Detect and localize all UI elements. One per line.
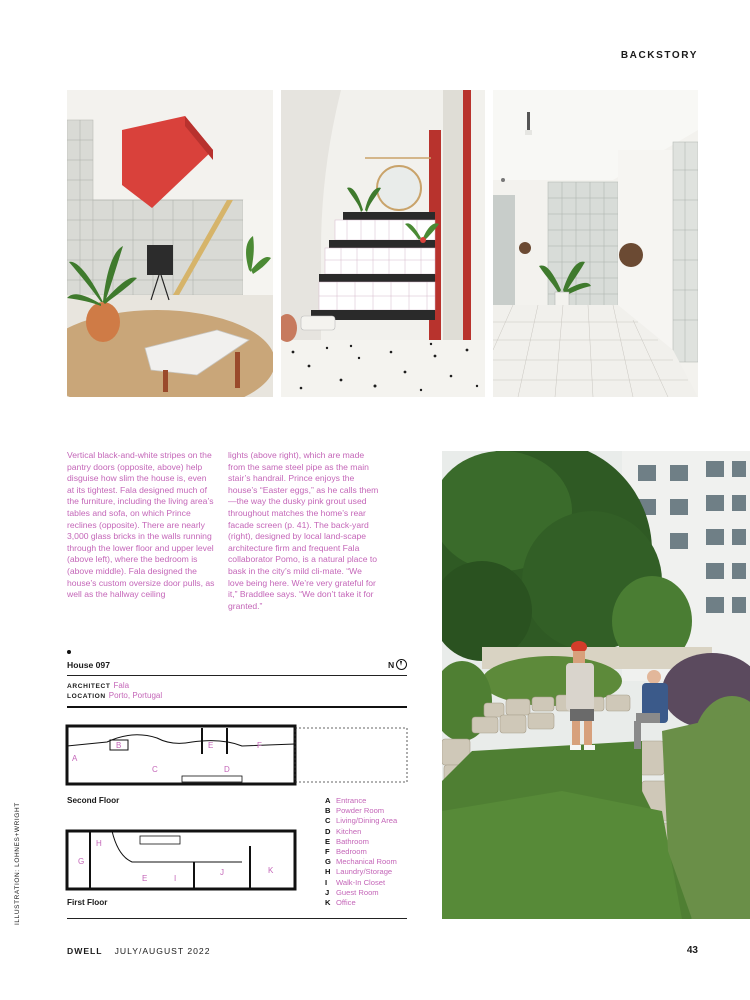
page-number: 43 (686, 945, 698, 956)
photo-living-room (67, 90, 273, 397)
north-arrow-icon (396, 659, 407, 670)
legend-item: B Powder Room (325, 806, 385, 816)
plan-label-g: G (78, 857, 85, 866)
section-label: BACKSTORY (620, 50, 698, 61)
north-indicator (388, 659, 407, 670)
footer-issue-date: JULY/AUGUST 2022 (114, 946, 211, 956)
project-title: House 097 (67, 660, 110, 670)
second-floor-plan (62, 720, 412, 790)
bullet-dot (67, 650, 71, 654)
bottom-rule (67, 918, 407, 919)
divider-rule (67, 675, 407, 676)
architect-value: Fala (113, 681, 130, 690)
plan-label-j: J (220, 868, 224, 877)
plan-label-b: B (116, 741, 122, 750)
body-text-col2: lights (above right), which are made from the same steel pipe as the main stair’s handrail. Prince enjoys the house’s “Easter eggs,” as he calls them—the way the dusky pink grout used throughout matches the home’s rear facade screen (p. 41). The back-yard (right), designed by local land-scape architecture firm and frequent Fala collaborator Pomo, is a natural place to bask in the city’s mild cli-mate. “We love being here. We’re very grateful for it,” Braddlee says. “We don’t take it for granted.” (228, 450, 379, 611)
legend-item: E Bathroom (325, 836, 369, 846)
legend-item: G Mechanical Room (325, 857, 397, 867)
location-line (67, 691, 162, 700)
plan-legend (325, 796, 415, 908)
plan-label-h: H (96, 839, 102, 848)
architect-line (67, 681, 129, 690)
plan-label-d: D (224, 765, 230, 774)
plan-label-a: A (72, 754, 78, 763)
photo-backyard (442, 451, 750, 919)
photo-bedroom-stair (281, 90, 485, 397)
plan-label-f: F (257, 741, 262, 750)
legend-item: C Living/Dining Area (325, 816, 398, 826)
first-floor-plan (62, 826, 312, 896)
photo-hallway (493, 90, 698, 397)
legend-item: H Laundry/Storage (325, 867, 393, 877)
plan-label-c: C (152, 765, 158, 774)
plan-label-k: K (268, 866, 274, 875)
plan-label-i: I (174, 874, 177, 883)
legend-item: A Entrance (325, 796, 367, 805)
legend-item: D Kitchen (325, 826, 362, 836)
architect-label: ARCHITECT (67, 683, 111, 690)
north-label: N (388, 659, 395, 670)
divider-rule-thick (67, 706, 407, 708)
legend-item: K Office (325, 898, 356, 908)
first-floor-label: First Floor (67, 898, 108, 907)
plan-label-e: E (208, 741, 214, 750)
legend-item: F Bedroom (325, 847, 367, 857)
location-value: Porto, Portugal (108, 691, 163, 700)
footer-issue (67, 946, 211, 956)
legend-item: I Walk-In Closet (325, 877, 386, 887)
plan-label-e2: E (142, 874, 148, 883)
location-label: LOCATION (67, 693, 106, 700)
illustration-credit: ILLUSTRATION: LOHNES+WRIGHT (14, 802, 21, 925)
body-text-col1: Vertical black-and-white stripes on the pantry doors (opposite, above) help disguise how slim the house is, even at its tightest. Fala designed much of the furniture, including the living area’s tables and sofa, on which Prince reclines (opposite). There are nearly 3,000 glass bricks in the walls running through the lower floor and upper level (above left), where the bedroom is (above middle). Fala designed the house’s custom oversize door pulls, as well as the hallway ceiling (67, 450, 215, 600)
footer-magazine: DWELL (67, 946, 103, 956)
second-floor-label: Second Floor (67, 796, 120, 805)
legend-item: J Guest Room (325, 887, 379, 897)
